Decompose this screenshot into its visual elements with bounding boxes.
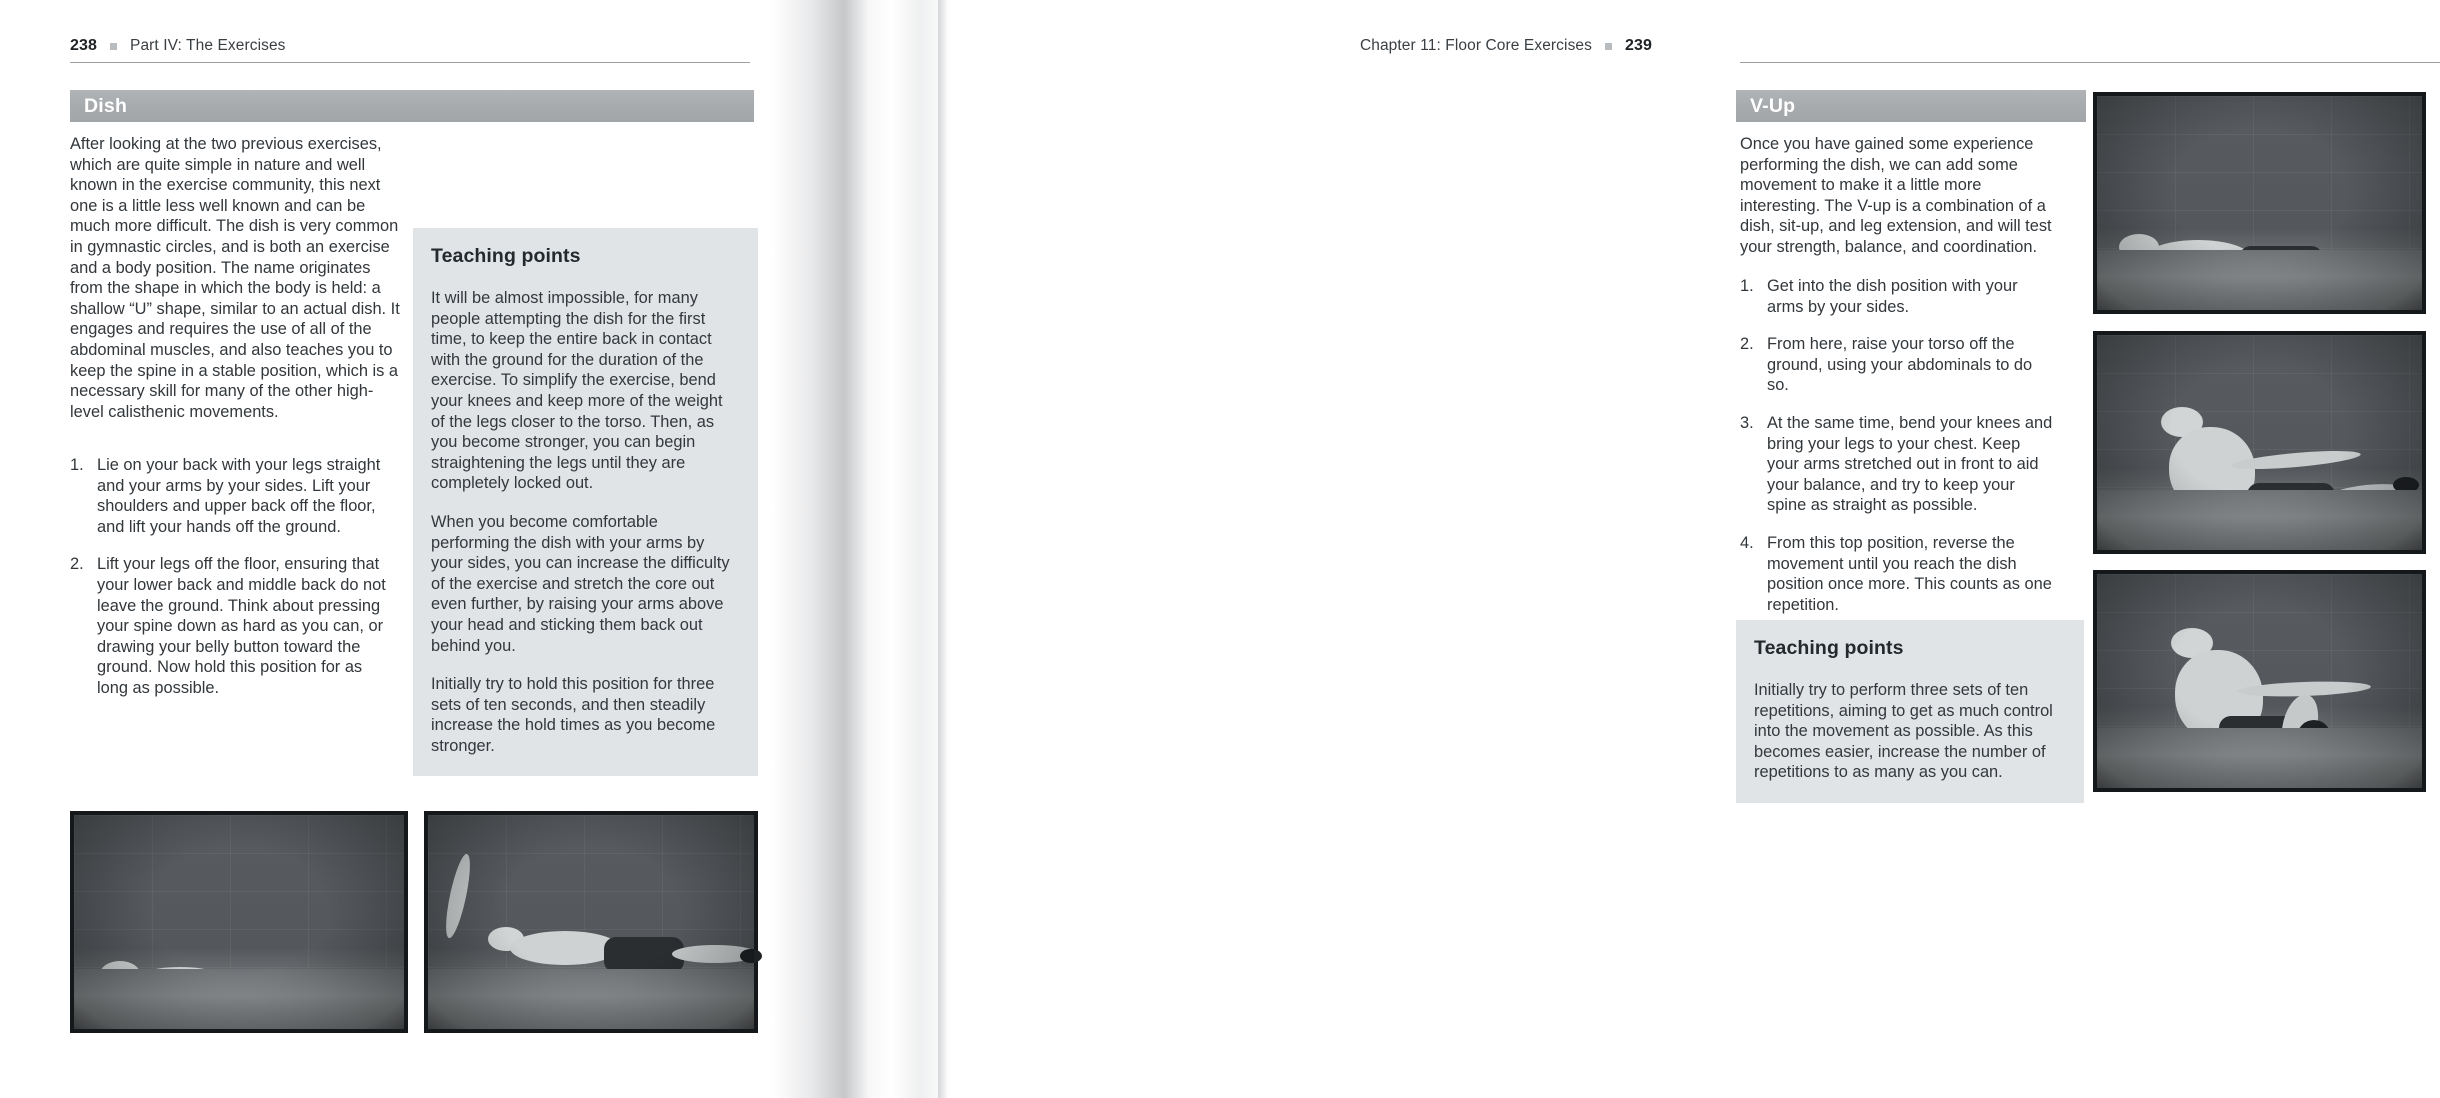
dish-steps-list: [70, 455, 390, 716]
right-page: [790, 0, 2053, 1098]
photo-dish-position-1: [70, 811, 408, 1033]
photo-vup-step-2: [2093, 331, 2426, 554]
section-heading-vup-label: V-Up: [1750, 94, 1796, 117]
list-item: From here, raise your torso off the ground, using your abdominals to do so.: [1767, 335, 2033, 395]
teaching-points-paragraph: It will be almost impossible, for many people attempting the dish for the first time, to keep the entire back in contact with the ground for the duration of the exercise. To simplify the exercise, bend your knees and keep more of the weight of the legs closer to the torso. Then, as you become stronger, you can begin straightening the legs until they are completely locked out.: [431, 289, 723, 493]
header-rule-right: [1740, 62, 2440, 63]
list-item: Lie on your back with your legs straight and your arms by your sides. Lift your shoulders and upper back off the floor, and lift your hands off the ground.: [97, 456, 381, 536]
list-item: At the same time, bend your knees and bring your legs to your chest. Keep your arms stretched out in front to aid your balance, and try to keep your spine as straight as possible.: [1767, 413, 2053, 515]
photo-vignette: [2097, 574, 2422, 788]
left-page: [0, 0, 790, 1098]
page-folio-left: 238: [70, 37, 97, 54]
list-item: Lift your legs off the floor, ensuring that your lower back and middle back do not leave the ground. Think about pressing your spine down as hard as you can, or drawing your belly button toward the ground. Now hold this position for as long as possible.: [97, 555, 386, 697]
teaching-points-paragraph: When you become comfortable performing the dish with your arms by your sides, you can increase the difficulty of the exercise and stretch the core out even further, by raising your arms above your head and sticking them back out behind you.: [431, 512, 730, 655]
photo-vup-step-1: [2093, 92, 2426, 314]
teaching-points-title-dish: Teaching points: [431, 245, 581, 267]
photo-vup-step-3: [2093, 570, 2426, 792]
square-bullet-icon: [110, 43, 117, 50]
teaching-points-paragraph: Initially try to perform three sets of ten repetitions, aiming to get as much control into the movement as possible. As this becomes easier, increase the number of repetitions to as many as you can.: [1754, 681, 2053, 782]
running-head-left-text: Part IV: The Exercises: [130, 37, 286, 54]
teaching-points-panel-dish: [413, 228, 758, 776]
vup-intro-paragraph: Once you have gained some experience performing the dish, we can add some movement to make it a little more interesting. The V-up is a combination of a dish, sit-up, and leg extension, and will test your strength, balance, and coordination.: [1740, 135, 2052, 256]
list-item: From this top position, reverse the movement until you reach the dish position once more. This counts as one repetition.: [1767, 533, 2052, 614]
page-folio-right: 239: [1625, 37, 1652, 54]
list-item: Get into the dish position with your arms by your sides.: [1767, 277, 2018, 316]
photo-vignette: [2097, 96, 2422, 310]
running-head-left: [70, 37, 286, 55]
header-rule-left: [70, 62, 750, 63]
photo-dish-position-2: [424, 811, 758, 1033]
photo-vignette: [2097, 335, 2422, 550]
vup-steps-list: [1740, 276, 2055, 632]
section-heading-dish: [70, 90, 754, 122]
dish-intro-paragraph: After looking at the two previous exercises, which are quite simple in nature and well known in the exercise community, this next one is a little less well known and can be much more difficult. The dish is very common in gymnastic circles, and is both an exercise and a body position. The name originates from the shape in which the body is held: a shallow “U” shape, similar to an actual dish. It engages and requires the use of all of the abdominal muscles, and also teaches you to keep the spine in a stable position, which is a necessary skill for many of the other high-level calisthenic movements.: [70, 135, 400, 421]
photo-vignette: [74, 815, 404, 1029]
running-head-right: [1360, 37, 1652, 55]
section-heading-vup: [1736, 90, 2086, 122]
photo-vignette: [428, 815, 754, 1029]
teaching-points-panel-vup: [1736, 620, 2084, 803]
running-head-right-text: Chapter 11: Floor Core Exercises: [1359, 37, 1592, 54]
teaching-points-title-vup: Teaching points: [1754, 637, 1904, 659]
vup-intro-text: [1740, 134, 2065, 275]
square-bullet-icon: [1605, 43, 1612, 50]
dish-intro-text: [70, 134, 400, 439]
section-heading-dish-label: Dish: [84, 94, 128, 117]
teaching-points-paragraph: Initially try to hold this position for three sets of ten seconds, and then steadily increase the hold times as you become stronger.: [431, 675, 716, 755]
